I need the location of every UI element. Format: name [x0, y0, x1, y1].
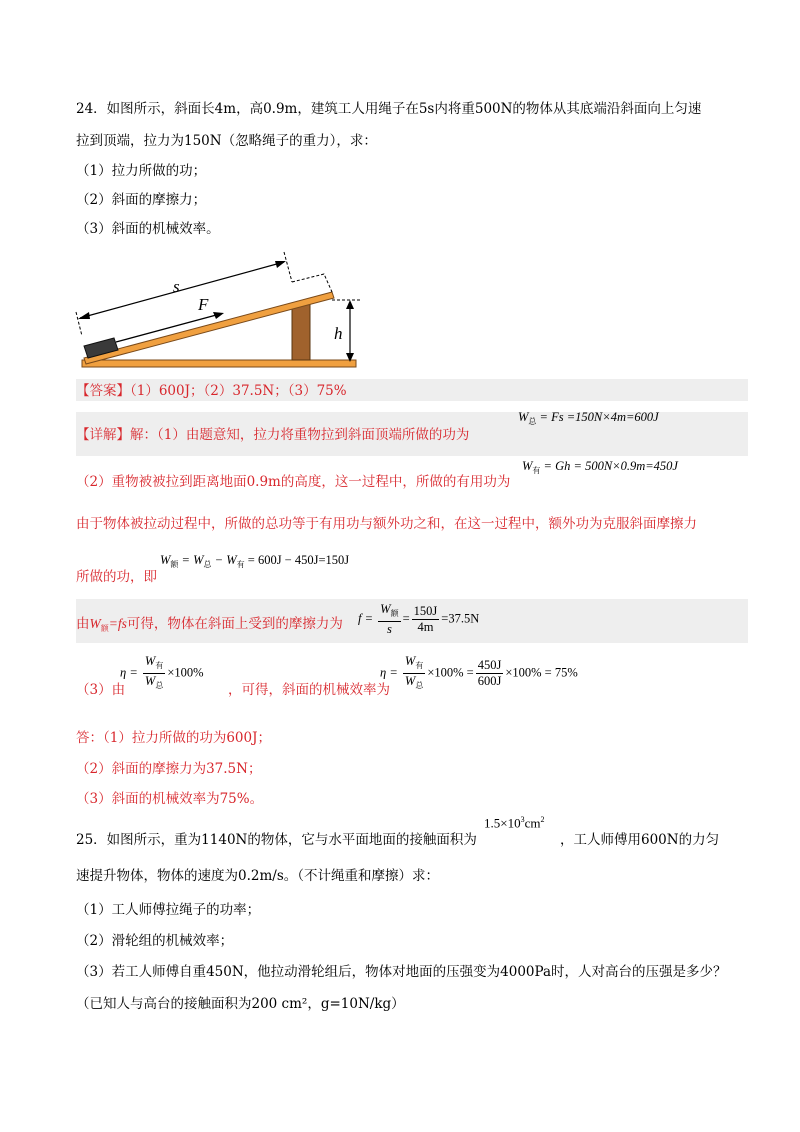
q24-detail-line4: 所做的功，即	[76, 569, 157, 585]
q25-note: （已知人与高台的接触面积为200 cm²，g=10N/kg）	[76, 996, 405, 1012]
eq-friction: f = $\frac{W_额}{s}$ = $\frac{150J}{4m}$ =37.5N	[358, 602, 480, 636]
q25-stem-line2: 速提升物体，物体的速度为0.2m/s。（不计绳重和摩擦）求：	[76, 868, 439, 884]
q25-part-1: （1）工人师傅拉绳子的功率；	[76, 902, 261, 918]
h-label: h	[334, 324, 343, 343]
q24-answer	[76, 381, 347, 401]
q25-area: $1.5\times 10^3cm^2$	[484, 815, 545, 831]
q24-final-1: 答：（1）拉力所做的功为600J；	[76, 730, 272, 746]
q24-detail-line6a: （3）由	[76, 682, 126, 698]
answer-text: （1）600J；（2）37.5N；（3）75%	[130, 383, 347, 399]
q25-stem-line1a: 25．如图所示，重为1140N的物体，它与水平面地面的接触面积为	[76, 832, 477, 848]
q24-detail-line3: 由于物体被拉动过程中，所做的总功等于有用功与额外功之和，在这一过程中，额外功为克服斜面摩擦力	[76, 516, 697, 532]
q25-stem-line1b: ，工人师傅用600N的力匀	[560, 832, 720, 848]
q25-part-3: （3）若工人师傅自重450N，他拉动滑轮组后，物体对地面的压强变为4000Pa时，人对高台的压强是多少？	[76, 964, 727, 980]
base-board	[82, 360, 356, 367]
eq-total-work: $W_总 = Fs =150N\times 4m=600J$	[518, 410, 659, 426]
detail-label: 【详解】	[76, 427, 130, 443]
support-post	[292, 304, 310, 360]
q24-detail-line6b: ，可得，斜面的机械效率为	[228, 682, 390, 698]
q24-part-3: （3）斜面的机械效率。	[76, 221, 220, 237]
q24-stem-line2: 拉到顶端，拉力为150N（忽略绳子的重力），求：	[76, 133, 377, 149]
q24-final-2: （2）斜面的摩擦力为37.5N；	[76, 761, 262, 777]
force-label: F	[198, 295, 209, 314]
incline-diagram	[70, 248, 370, 370]
q24-detail-line2: （2）重物被被拉到距离地面0.9m的高度，这一过程中，所做的有用功为	[76, 474, 511, 490]
eq-efficiency-value: η = $\frac{W_有}{W_总}$ ×100% = $\frac{450J}{600J}$ ×100% = 75%	[380, 654, 578, 690]
q24-detail-line5: 由$W_额=fs$可得，物体在斜面上受到的摩擦力为	[76, 616, 343, 633]
q24-detail-line1: 【详解】解：（1）由题意知，拉力将重物拉到斜面顶端所做的功为	[76, 427, 470, 443]
s-label: s	[173, 277, 180, 296]
eq-extra-work: $W_额 = W_总 - W_有 = 600J - 450J=150J$	[160, 553, 350, 569]
q24-stem-line1: 24．如图所示，斜面长4m，高0.9m，建筑工人用绳子在5s内将重500N的物体从其底端沿斜面向上匀速	[76, 101, 702, 117]
q24-part-2: （2）斜面的摩擦力；	[76, 192, 207, 208]
q24-final-3: （3）斜面的机械效率为75%。	[76, 791, 264, 807]
eq-useful-work: $W_有 = Gh = 500N\times 0.9m=450J$	[522, 459, 678, 475]
q25-part-2: （2）滑轮组的机械效率；	[76, 933, 234, 949]
force-arrowhead	[213, 312, 224, 319]
eq-efficiency-def: η = $\frac{W_有}{W_总}$ ×100%	[120, 654, 204, 690]
q24-part-1: （1）拉力所做的功；	[76, 163, 207, 179]
s-dimension-line	[80, 262, 284, 318]
answer-label: 【答案】	[76, 383, 130, 399]
